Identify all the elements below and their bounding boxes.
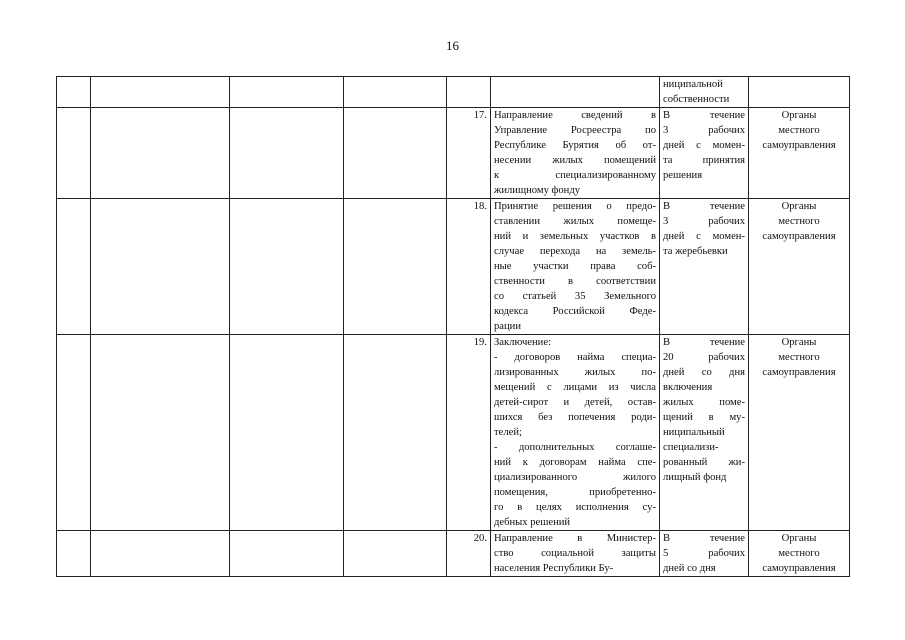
action-description-line: ство социальной защиты [494,548,656,559]
action-description-line: - договоров найма специа- [494,352,656,363]
action-description-line: со статьей 35 Земельного [494,291,656,302]
action-description-line: Направление в Министер- [494,533,656,544]
deadline-line: лищный фонд [663,472,727,483]
action-description-line: го в целях исполнения су- [494,502,656,513]
empty-cell [344,199,447,335]
action-description-line: ний и земельных участков в [494,231,656,242]
table-row [57,199,850,335]
action-description [491,108,660,199]
empty-cell [91,531,230,577]
action-description-line: кодекса Российской Феде- [494,306,656,317]
empty-cell [230,77,344,108]
empty-cell [91,77,230,108]
action-description-line: детей-сирот и детей, остав- [494,397,656,408]
action-description-line: несении жилых помещений [494,155,656,166]
action-description-line: Управление Росреестра по [494,125,656,136]
deadline [660,531,749,577]
empty-cell [57,199,91,335]
empty-cell [230,531,344,577]
empty-cell [91,108,230,199]
empty-cell [57,531,91,577]
deadline [660,199,749,335]
action-description-line: помещения, приобретенно- [494,487,656,498]
responsible-body [749,335,850,531]
deadline-line: дней со дня [663,563,716,574]
action-description [491,199,660,335]
deadline-line: дней с момен- [663,140,745,151]
deadline-line: та жеребьевки [663,246,728,257]
action-description-line: рации [494,321,522,332]
action-description [491,77,660,108]
deadline [660,108,749,199]
table-row [57,77,850,108]
action-description-line: жилищному фонду [494,185,581,196]
action-description-line: к специализированному [494,170,656,181]
row-number: 17. [447,108,491,199]
action-description-line: мещений с лицами из числа [494,382,656,393]
deadline-line: ниципальной [663,79,723,90]
responsible-body-line: самоуправления [762,231,836,242]
page-number: 16 [446,38,459,53]
deadline-line: жилых поме- [663,397,745,408]
empty-cell [230,199,344,335]
empty-cell [344,531,447,577]
action-description-line: дебных решений [494,517,571,528]
empty-cell [91,335,230,531]
deadline-line: специализи- [663,442,719,453]
empty-cell [91,199,230,335]
responsible-body [749,77,850,108]
action-description-line: случае перехода на земель- [494,246,656,257]
deadline-line: 3 рабочих [663,216,745,227]
deadline-line: 5 рабочих [663,548,745,559]
action-description-line: ний к договорам найма спе- [494,457,656,468]
deadline-line: В течение [663,110,745,121]
responsible-body-line: местного [778,548,820,559]
row-number: 20. [447,531,491,577]
empty-cell [344,77,447,108]
empty-cell [57,335,91,531]
empty-cell [57,108,91,199]
deadline-line: та принятия [663,155,745,166]
deadline [660,335,749,531]
table-row [57,335,850,531]
action-description [491,531,660,577]
deadline-line: дней с момен- [663,231,745,242]
row-number: 18. [447,199,491,335]
responsible-body [749,108,850,199]
responsible-body-line: местного [778,216,820,227]
responsible-body-line: Органы [781,201,817,212]
deadline-line: включения [663,382,713,393]
row-number [447,77,491,108]
deadline-line: собственности [663,94,730,105]
action-description-line: Заключение: [494,337,551,348]
deadline [660,77,749,108]
responsible-body-line: самоуправления [762,367,836,378]
action-description-line: ные участки права соб- [494,261,656,272]
responsible-body-line: самоуправления [762,140,836,151]
deadline-line: ниципальный [663,427,725,438]
action-description-line: телей; [494,427,522,438]
empty-cell [57,77,91,108]
action-description-line: Принятие решения о предо- [494,201,656,212]
action-description-line: Направление сведений в [494,110,656,121]
table-row [57,108,850,199]
action-description-line: - дополнительных соглаше- [494,442,656,453]
action-description-line: ставлении жилых помеще- [494,216,656,227]
table-row [57,531,850,577]
empty-cell [230,108,344,199]
action-description-line: циализированного жилого [494,472,656,483]
responsible-body-line: местного [778,125,820,136]
action-description-line: населения Республики Бу- [494,563,614,574]
deadline-line: В течение [663,201,745,212]
responsible-body-line: самоуправления [762,563,836,574]
action-description [491,335,660,531]
responsible-body-line: местного [778,352,820,363]
deadline-line: 20 рабочих [663,352,745,363]
action-description-line: шихся без попечения роди- [494,412,656,423]
empty-cell [230,335,344,531]
deadline-line: В течение [663,337,745,348]
responsible-body-line: Органы [781,337,817,348]
deadline-line: рованный жи- [663,457,745,468]
empty-cell [344,108,447,199]
deadline-line: В течение [663,533,745,544]
deadline-line: щений в му- [663,412,745,423]
action-description-line: Республике Бурятия об от- [494,140,656,151]
responsible-body [749,531,850,577]
deadline-line: дней со дня [663,367,745,378]
empty-cell [344,335,447,531]
responsible-body [749,199,850,335]
responsible-body-line: Органы [781,533,817,544]
action-description-line: ственности в соответствии [494,276,656,287]
deadline-line: 3 рабочих [663,125,745,136]
row-number: 19. [447,335,491,531]
action-description-line: лизированных жилых по- [494,367,656,378]
responsible-body-line: Органы [781,110,817,121]
procedure-table [56,76,850,577]
deadline-line: решения [663,170,703,181]
